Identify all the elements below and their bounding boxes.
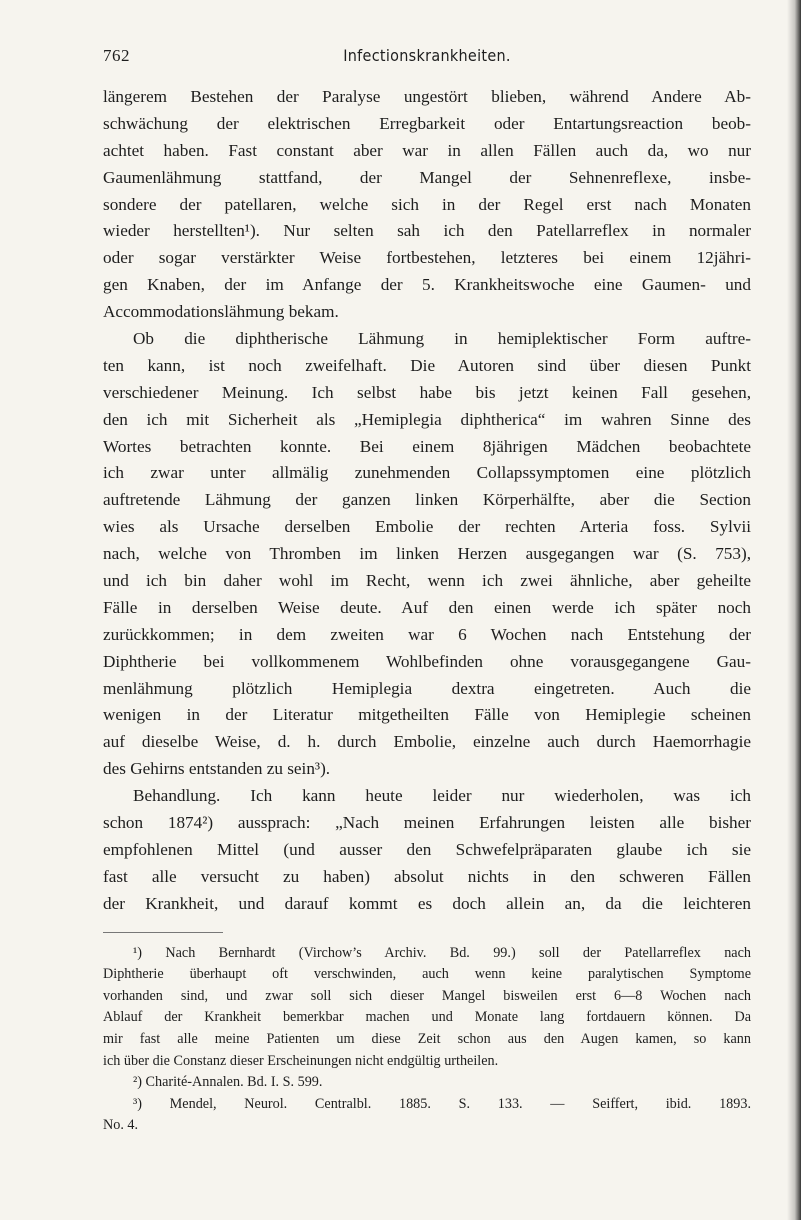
body-text [103,84,751,918]
footnote-line: mir fast alle meine Patienten um diese Zeit schon aus den Augen kamen, so kann [103,1030,751,1047]
footnote-line: ich über die Constanz dieser Erscheinungen nicht endgültig urtheilen. [103,1052,499,1069]
text-line: sondere der patellaren, welche sich in der Regel erst nach Monaten [103,194,751,214]
text-line: des Gehirns entstanden zu sein³). [103,759,331,779]
text-line: oder sogar verstärkter Weise fortbestehen, letzteres bei einem 12jähri- [103,248,751,268]
text-line: Gaumenlähmung stattfand, der Mangel der Sehnenreflexe, insbe- [103,167,751,187]
text-line: längerem Bestehen der Paralyse ungestört blieben, während Andere Ab- [103,87,751,106]
footnote-line: ²) Charité-Annalen. Bd. I. S. 599. [133,1074,323,1091]
text-line: Fälle in derselben Weise deute. Auf den einen werde ich später noch [103,597,751,617]
text-line: auftretende Lähmung der ganzen linken Körperhälfte, aber die Section [103,490,751,510]
footnote-line: vorhanden sind, und zwar soll sich dieser Mangel bisweilen erst 6—8 Wochen nach [103,987,751,1004]
text-line: achtet haben. Fast constant aber war in allen Fällen auch da, wo nur [103,140,751,160]
text-line: Accommodationslähmung bekam. [103,302,339,322]
text-line: Behandlung. Ich kann heute leider nur wiederholen, was ich [133,786,751,806]
page-number: 762 [103,46,130,65]
text-line: ich zwar unter allmälig zunehmenden Collapssymptomen eine plötzlich [103,463,751,483]
text-line: gen Knaben, der im Anfange der 5. Krankheitswoche eine Gaumen- und [103,275,751,295]
text-line: wenigen in der Literatur mitgetheilten Fälle von Hemiplegie scheinen [103,705,751,725]
page-edge-shadow [787,0,801,1220]
text-line: Diphtherie bei vollkommenem Wohlbefinden ohne vorausgegangene Gau- [103,651,751,671]
text-line: schwächung der elektrischen Erregbarkeit oder Entartungsreaction beob- [103,113,751,133]
text-line: nach, welche von Thromben im linken Herzen ausgegangen war (S. 753), [103,544,751,564]
text-line: der Krankheit, und darauf kommt es doch allein an, da die leichteren [103,893,751,913]
paragraph-treatment [103,783,751,917]
text-line: ten kann, ist noch zweifelhaft. Die Autoren sind über diesen Punkt [103,355,751,375]
footnote-divider [103,932,223,933]
text-line: fast alle versucht zu haben) absolut nichts in den schweren Fällen [103,866,751,886]
footnotes [103,943,751,1137]
text-line: wies als Ursache derselben Embolie der rechten Arteria foss. Sylvii [103,517,751,537]
paragraph-hemiplegia [103,326,751,783]
text-line: den ich mit Sicherheit als „Hemiplegia diphtherica“ im wahren Sinne des [103,409,751,429]
text-line: wieder herstellten¹). Nur selten sah ich den Patellarreflex in normaler [103,221,751,241]
footnote-line: Ablauf der Krankheit bemerkbar machen und Monate lang fortdauern können. Da [103,1009,751,1026]
page-header [103,46,751,74]
book-page [103,46,751,1137]
text-line: verschiedener Meinung. Ich selbst habe bis jetzt keinen Fall gesehen, [103,382,751,402]
text-line: auf dieselbe Weise, d. h. durch Embolie, einzelne auch durch Haemorrhagie [103,732,751,752]
running-title: Infectionskrankheiten. [343,46,511,65]
footnote-line: Diphtherie überhaupt oft verschwinden, auch wenn keine paralytischen Symptome [103,966,751,983]
paragraph-paralysis [103,84,751,326]
text-line: empfohlenen Mittel (und ausser den Schwefelpräparaten glaube ich sie [103,839,751,859]
text-line: Ob die diphtherische Lähmung in hemiplektischer Form auftre- [133,329,751,349]
text-line: und ich bin daher wohl im Recht, wenn ich zwei ähnliche, aber geheilte [103,571,751,591]
text-line: zurückkommen; in dem zweiten war 6 Wochen nach Entstehung der [103,624,751,644]
text-line: Wortes betrachten konnte. Bei einem 8jährigen Mädchen beobachtete [103,436,751,456]
text-line: menlähmung plötzlich Hemiplegia dextra eingetreten. Auch die [103,678,751,698]
footnote-line: No. 4. [103,1117,139,1134]
footnote-line: ¹) Nach Bernhardt (Virchow’s Archiv. Bd. 99.) soll der Patellarreflex nach [133,944,751,961]
text-line: schon 1874²) aussprach: „Nach meinen Erfahrungen leisten alle bisher [103,813,751,833]
footnote-line: ³) Mendel, Neurol. Centralbl. 1885. S. 133. — Seiffert, ibid. 1893. [133,1095,751,1112]
